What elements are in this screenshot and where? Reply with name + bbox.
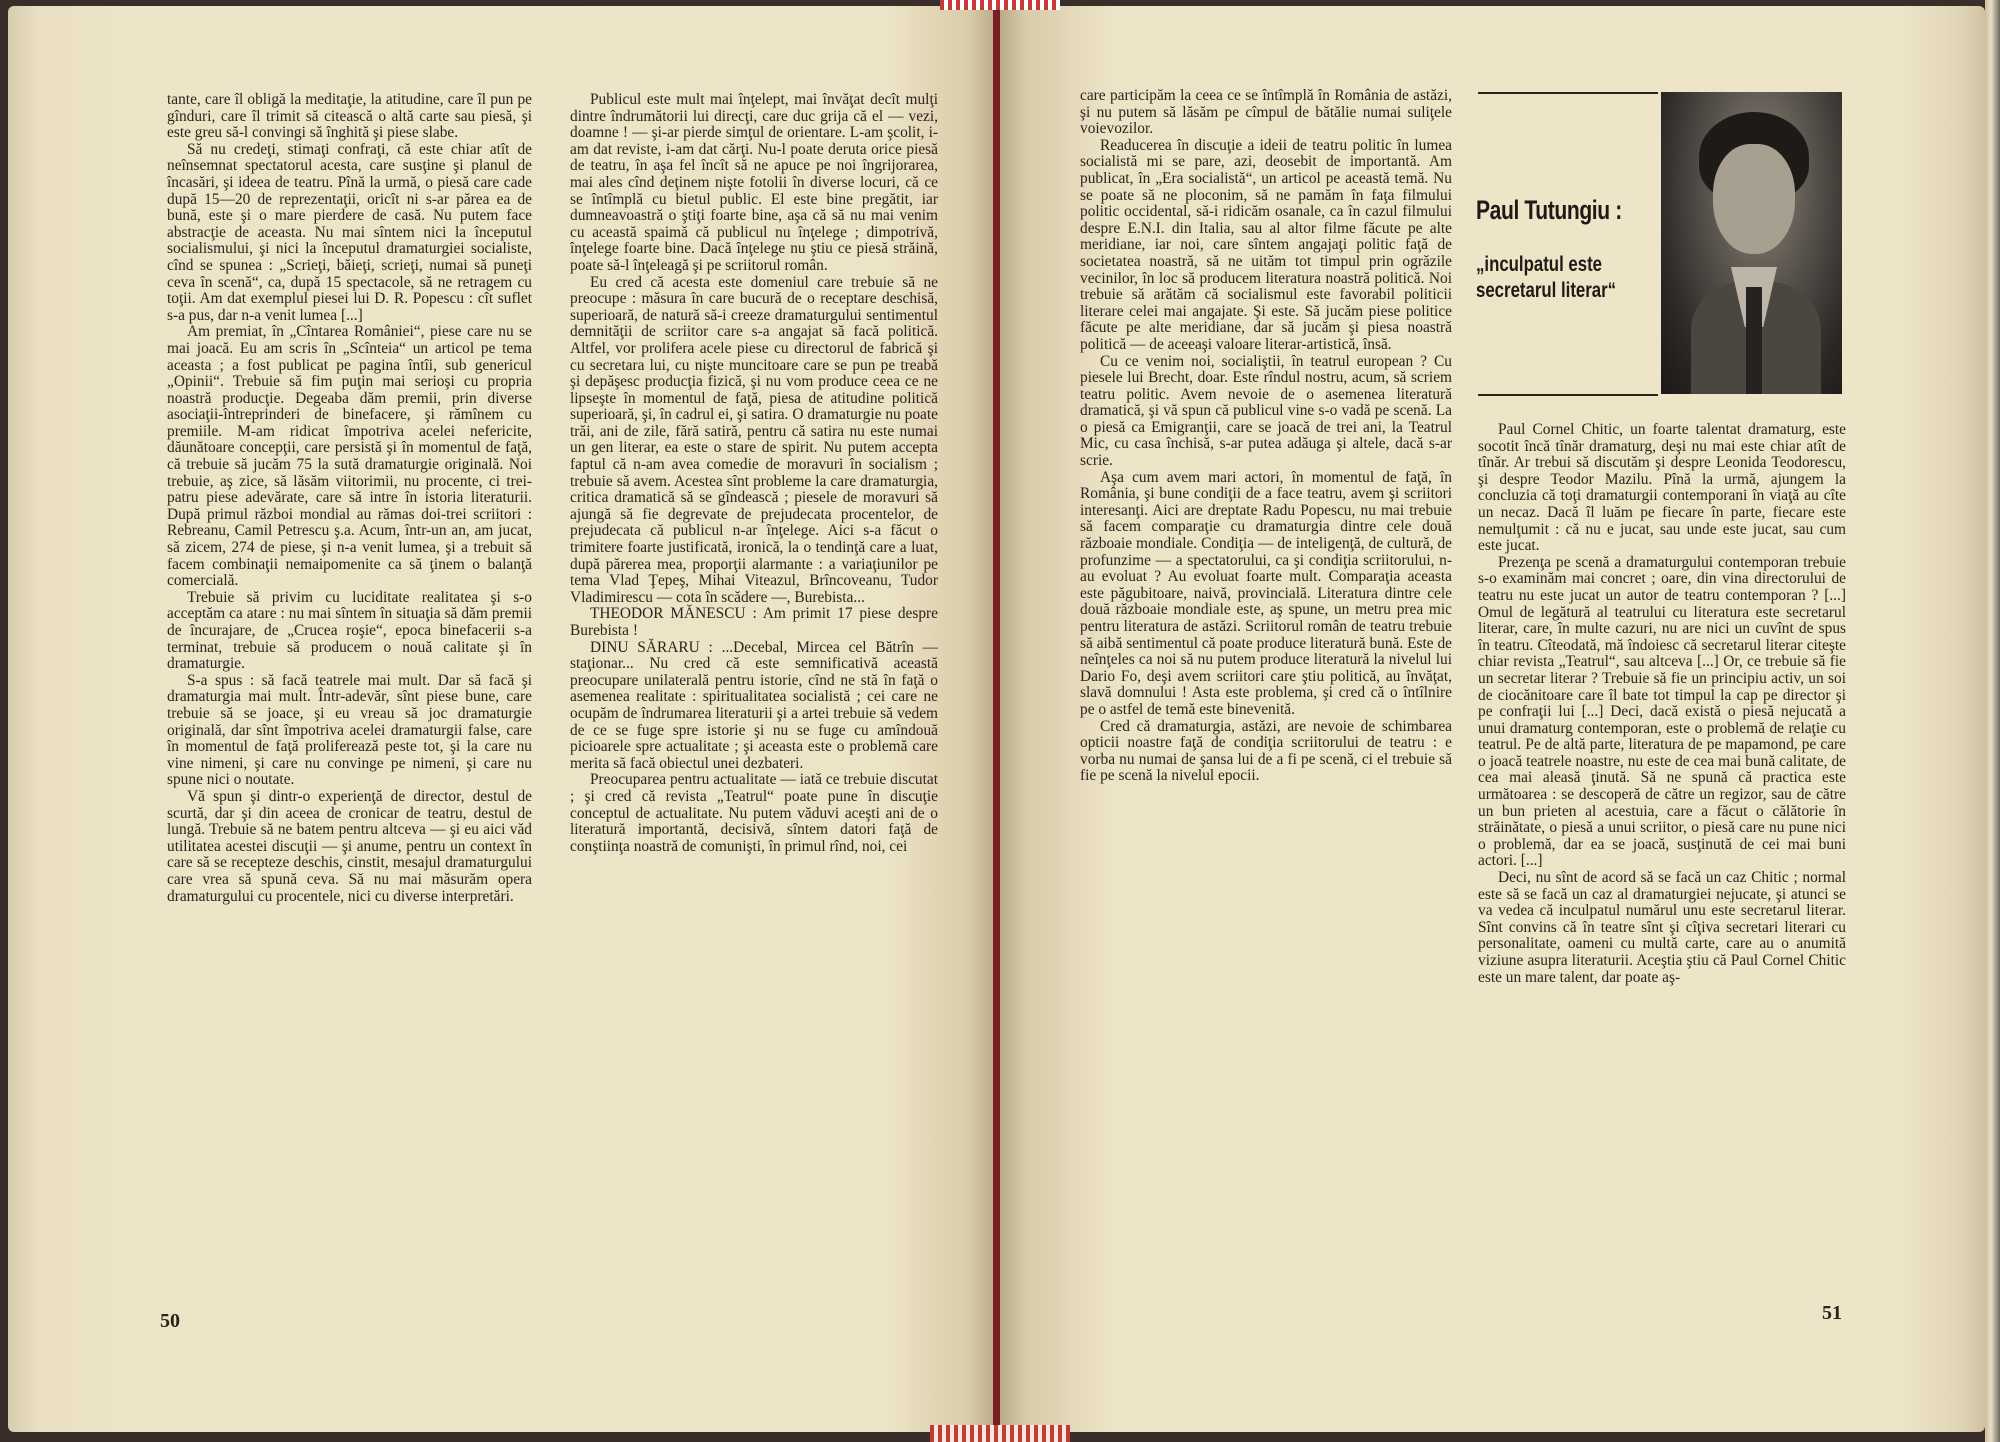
paragraph: Aşa cum avem mari actori, în momentul de faţă, în România, şi bune condiţii de a face teatru, avem şi scriitori interesanţi. Aici are dreptate Radu Popescu, nu mai trebuie să facem comparaţie cu dramaturgia dintre cele două războaie mondiale. Condiţia — de inteligenţă, de cultură, de profunzime — a spectatorului, ca şi condiţia scriitorului, n-au evoluat ? Au evoluat foarte mult. Comparaţia aceasta este păgubitoare, naivă, provincială. Literatura dintre cele două războaie mondiale este, aş spune, un metru prea mic pentru literatura de astăzi. Scriitorul român de teatru trebuie să aibă sentimentul că poate produce literatură bună. Este de neînţeles ca noi să nu putem produce literatură la nivelul lui Dario Fo, deşi avem scriitori care ştiu politică, au învăţat, slavă domnului ! Asta este problema, şi cred că o întîlnire pe o astfel de temă este binevenită. (1080, 468, 1452, 718)
paragraph: Deci, nu sînt de acord să se facă un caz Chitic ; normal este să se facă un caz al dramaturgiei nejucate, şi atunci se va vedea că inculpatul numărul unu este secretarul literar. Sînt convins că în teatre sînt şi cîţiva secretari literari cu personalitate, oameni cu multă carte, care au o anumită viziune asupra literaturii. Aceştia ştiu că Paul Cornel Chitic este un mare talent, dar poate aş- (1478, 869, 1846, 986)
paragraph: Cred că dramaturgia, astăzi, are nevoie de schimbarea opticii noastre faţă de condiţia scriitorului de teatru : e vorba nu numai de şansa lui de a fi pe scenă, ci el trebuie să fie pe scenă la nivelul epocii. (1080, 717, 1452, 785)
paragraph: Trebuie să privim cu luciditate realitatea şi s-o acceptăm ca atare : nu mai sîntem în situaţia să dăm premii de încurajare, de „Crucea roşie“, epoca binefacerii s-a terminat, trebuie să producem o nouă calitate şi în dramaturgie. (167, 588, 532, 673)
paragraph: Cu ce venim noi, socialiştii, în teatrul european ? Cu piesele lui Brecht, doar. Este rîndul nostru, acum, să scriem teatru politic. Avem nevoie de o asemenea literatură dramatică, şi vă spun că publicul vine s-o vadă pe scenă. La o piesă ca Emigranţii, care se joacă de trei ani, la Teatrul Mic, cu casa închisă, s-ar putea adăuga şi altele, dacă s-ar scrie. (1080, 352, 1452, 470)
paragraph: Vă spun şi dintr-o experienţă de director, destul de scurtă, dar şi din aceea de cronicar de teatru, destul de lungă. Trebuie să ne batem pentru altceva — şi eu aici văd utilitatea acestei discuţii — şi anume, pentru un context în care să se recepteze deschis, cinstit, mesajul dramaturgului care vrea să spună ceva. Să nu mai măsurăm opera dramaturgului cu procentele, nici cu diverse interpretări. (167, 787, 532, 905)
binding-thread-top (940, 0, 1060, 10)
paragraph: care participăm la ceea ce se întîmplă în România de astăzi, şi nu putem să lăsăm pe cîmpul de bătălie numai suliţele voievozilor. (1080, 88, 1452, 138)
paragraph: Să nu credeţi, stimaţi confraţi, că este chiar atît de neînsemnat spectatorul acesta, care susţine şi planul de încasări, şi ideea de teatru. Pînă la urmă, o piesă care cade după 15—20 de reprezentaţii, oricît ni s-ar părea ea de bună, este şi o mare pierdere de casă. Nu putem face abstracţie de aceasta. Nu mai sîntem nici la începutul socialismului, şi nici la începutul dramaturgiei socialiste, cînd se spunea : „Scrieţi, băieţi, scrieţi, numai să puneţi ceva în scenă“, ca, după 15 spectacole, să ne retragem cu toţii. Am dat exemplul piesei lui D. R. Popescu : cît suflet s-a pus, dar n-a venit lumea [...] (167, 140, 532, 324)
portrait-face (1713, 144, 1795, 254)
title-rule-top (1478, 92, 1658, 94)
left-page-column-1 (167, 92, 532, 1290)
author-portrait-photo (1661, 92, 1842, 394)
paragraph: Readucerea în discuţie a ideii de teatru politic în lumea socialistă mi se pare, azi, deosebit de importantă. Am publicat, în „Era socialistă“, un articol pe această temă. Nu se poate să ne ploconim, să ne pamăm în faţa filmului politic occidental, să-i ridicăm osanale, ca în cazul filmului despre E.N.I. din Italia, sau al altor filme făcute pe alte meridiane, iar noi, care sîntem angajaţi politic faţă de societatea noastră, să ne uităm tot timpul prin ogrăzile vecinilor, în loc să producem literatura noastră politică. Noi trebuie să arătăm că socialismul este favorabil politicii literare celei mai angajate. Şi este. Să jucăm piese politice făcute pe alte meridiane, dar să jucăm şi piesa noastră politică — de aceeaşi valoare literar-artistică, însă. (1080, 136, 1452, 353)
page-number-right: 51 (1822, 1302, 1842, 1324)
page-edge (1985, 0, 2000, 1442)
paragraph: Paul Cornel Chitic, un foarte talentat dramaturg, este socotit încă tînăr dramaturg, deşi nu mai este chiar atît de tînăr. Ar trebui să discutăm şi despre Leonida Teodorescu, şi despre Teodor Mazilu. Pînă la urmă, ajungem la concluzia că toţi dramaturgii contemporani în viaţă au cîte un necaz. Dacă îl luăm pe fiecare în parte, fiecare este nemulţumit : că nu e jucat, sau unde este jucat, sau cum este jucat. (1478, 422, 1846, 555)
paragraph: S-a spus : să facă teatrele mai mult. Dar să facă şi dramaturgia mai mult. Într-adevăr, sînt piese bune, care trebuie să se joace, şi eu vreau să joc dramaturgie originală, dar sînt împotriva acelei dramaturgii false, care în momentul de faţă proliferează peste tot, şi la care nu vine nimeni, şi care nu convinge pe nimeni, şi care nu spune nici o noutate. (167, 671, 532, 789)
paragraph: tante, care îl obligă la meditaţie, la atitudine, care îl pun pe gînduri, care îl trimit să citească o altă carte sau piesă, şi este greu să-l convingi să înghită şi piese slabe. (167, 92, 532, 142)
right-page-column-2 (1478, 422, 1846, 1300)
portrait-tie (1746, 287, 1762, 394)
paragraph: Eu cred că acesta este domeniul care trebuie să ne preocupe : măsura în care bucură de o receptare deschisă, superioară, de natură să-i creeze dramaturgului sentimentul demnităţii de scriitor care s-a angajat să facă politică. Altfel, vor prolifera acele piese cu directorul de fabrică şi cu secretara lui, cu nişte muncitoare care se pun pe treabă şi depăşesc producţia fizică, şi nu vom produce ceea ce ne lipseşte în momentul de faţă, piesa de atitudine politică superioară, şi, în cadrul ei, şi satira. O dramaturgie nu poate trăi, ani de zile, fără satiră, pentru că satira nu este numai un gen literar, ea este o stare de spirit. Nu putem accepta faptul că n-am avea comedie de moravuri în socialism ; trebuie să avem. Acestea sînt probleme la care dramaturgia, critica dramatică să se gîndească ; piesele de moravuri să ajungă să fie degrevate de prejudecata procentelor, de prejudecata că publicul n-ar înţelege. Aici s-a făcut o trimitere foarte justificată, ironică, la o tendinţă care a luat, după părerea mea, proporţii alarmante : a variaţiunilor pe tema Vlad Ţepeş, Mihai Viteazul, Brîncoveanu, Tudor Vladimirescu — cota în scădere —, Burebista... (570, 273, 938, 606)
page-number-left: 50 (160, 1310, 180, 1332)
paragraph: Publicul este mult mai înţelept, mai învăţat decît mulţi dintre îndrumătorii lui direcţi, care duc grija că el — vezi, doamne ! — şi-ar pierde simţul de orientare. L-am şcolit, i-am dat reviste, i-am dat cărţi. Nu-l poate deruta orice piesă de teatru, în aşa fel încît să ne apuce pe noi îngrijorarea, mai ales cînd deţinem nişte fotolii în diverse locuri, că ce se întîmplă cu bietul public. El este bine pregătit, iar dumneavoastră o ştiţi foarte bine, aşa că să nu mai venim cu această spaimă că publicul nu înţelege ; dimpotrivă, înţelege foarte bine. Dacă înţelege nu ştiu ce piesă străină, poate să-l înţeleagă şi pe scriitorul român. (570, 92, 938, 274)
right-page-column-1 (1080, 88, 1452, 1288)
article-title-block (1476, 195, 1661, 304)
book-gutter (993, 0, 1000, 1442)
article-subtitle: „inculpatul este secretarul literar“ (1476, 253, 1617, 302)
paragraph: Preocuparea pentru actualitate — iată ce trebuie discutat ; şi cred că revista „Teatrul“ poate pune în discuţie conceptul de actualitate. Nu putem văduvi aceşti ani de o literatură importantă, decisivă, sîntem datori faţă de conştiinţa noastră de comunişti, în primul rînd, noi, cei (570, 771, 938, 855)
title-rule-bottom (1478, 394, 1658, 396)
binding-thread-bottom (930, 1425, 1070, 1442)
paragraph: Prezenţa pe scenă a dramaturgului contemporan trebuie s-o examinăm mai concret ; oare, din vina directorului de teatru nu este jucat un autor de teatru contemporan ? [...] Omul de legătură al teatrului cu literatura este secretarul literar, care, în multe cazuri, nu are nici un cuvînt de spus în teatru. Cîteodată, mă îndoiesc că secretarul literar citeşte chiar revista „Teatrul“, sau altceva [...] Or, ce trebuie să fie un secretar literar ? Trebuie să fie un principiu activ, un soi de ciocănitoare care îl bate tot timpul la cap pe director şi pe confraţii lui [...] Deci, dacă există o piesă nejucată a unui dramaturg contemporan, este o problemă de relaţie cu teatrul. Pe de altă parte, literatura de pe mapamond, pe care o joacă teatrele noastre, nu este de cea mai bună calitate, de cea mai aleasă ţinută. Să ne spună că practica este următoarea : se descoperă de către un regizor, sau de către un bun prieten al acestuia, care a făcut o călătorie în străinătate, o piesă a unui scriitor, o piesă care nu pune nici o problemă, dar ea se joacă, susţinută de cei mai buni actori. [...] (1478, 553, 1846, 870)
paragraph: Am premiat, în „Cîntarea României“, piese care nu se mai joacă. Eu am scris în „Scînteia“ un articol pe tema aceasta ; a fost publicat pe pagina întîi, sub genericul „Opinii“. Trebuie să fim puţin mai serioşi cu propria noastră producţie. Degeaba dăm premii, prin diverse asociaţii-întreprinderi de binefacere, şi rămînem cu premiile. M-am ridicat împotriva acelei nefericite, dăunătoare concepţii, care persistă şi în momentul de faţă, că trebuie să jucăm 75 la sută dramaturgie originală. Noi trebuie, aş zice, să lăsăm viitorimii, nu procente, ci trei-patru piese adevărate, care să intre în istoria literaturii. După primul război mondial au rămas doi-trei scriitori : Rebreanu, Camil Petrescu ş.a. Acum, într-un an, am jucat, să zicem, 274 de piese, şi n-a venit lumea, şi a trebuit să facem combinaţii nemaipomenite ca să ţinem o balanţă comercială. (167, 323, 532, 590)
paragraph: THEODOR MĂNESCU : Am primit 17 piese despre Burebista ! (570, 605, 938, 639)
article-author-title: Paul Tutungiu : (1476, 195, 1622, 225)
paragraph: DINU SĂRARU : ...Decebal, Mircea cel Bătrîn — staţionar... Nu cred că este semnificativă această preocupare unilaterală pentru istorie, cînd ne stă în faţă o asemenea realitate : spiritualitatea socialistă ; cei care ne ocupăm de îndrumarea literaturii şi a artei trebuie să vedem de ce se fuge spre istorie şi nu se fuge cu amîndouă picioarele spre actualitate ; şi aceasta este o problemă care merita să facă obiectul unei dezbateri. (570, 638, 938, 772)
left-page-column-2 (570, 92, 938, 1290)
